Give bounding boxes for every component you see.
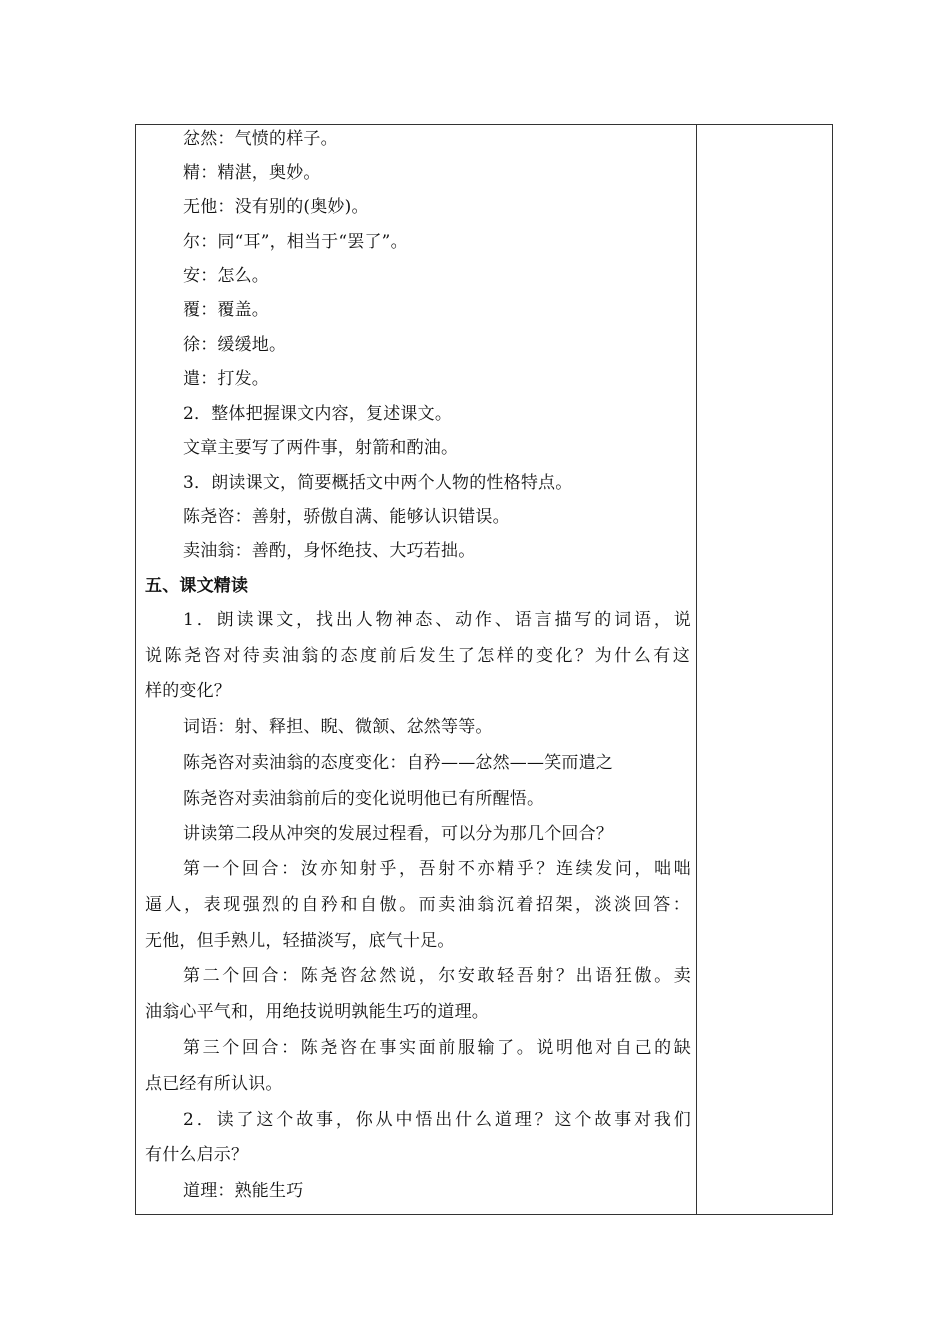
- text-line: 文章主要写了两件事，射箭和酌油。: [183, 438, 459, 458]
- text-line: 安：怎么。: [183, 266, 269, 286]
- text-line: 样的变化？: [145, 681, 231, 701]
- section-heading: 五、课文精读: [145, 576, 249, 596]
- text-line: 油翁心平气和，用绝技说明孰能生巧的道理。: [145, 1002, 489, 1022]
- text-line: 说陈尧咨对待卖油翁的态度前后发生了怎样的变化？为什么有这: [145, 646, 690, 666]
- text-line: 2．整体把握课文内容，复述课文。: [183, 404, 453, 424]
- text-line: 第二个回合：陈尧咨忿然说，尔安敢轻吾射？出语狂傲。卖: [183, 966, 691, 986]
- text-line: 第三个回合：陈尧咨在事实面前服输了。说明他对自己的缺: [183, 1038, 691, 1058]
- text-line: 徐：缓缓地。: [183, 335, 287, 355]
- text-line: 遣：打发。: [183, 369, 269, 389]
- text-line: 点已经有所认识。: [145, 1074, 283, 1094]
- text-line: 逼人，表现强烈的自矜和自傲。而卖油翁沉着招架，淡淡回答：: [145, 895, 690, 915]
- lesson-content-cell: [136, 125, 696, 1214]
- text-line: 陈尧咨对卖油翁前后的变化说明他已有所醒悟。: [183, 789, 545, 809]
- text-line: 无他：没有别的(奥妙)。: [183, 197, 369, 217]
- text-line: 有什么启示？: [145, 1145, 249, 1165]
- text-line: 陈尧咨对卖油翁的态度变化：自矜——忿然——笑而遣之: [183, 753, 613, 773]
- text-line: 1．朗读课文，找出人物神态、动作、语言描写的词语，说: [183, 610, 691, 630]
- text-line: 精：精湛，奥妙。: [183, 163, 321, 183]
- text-line: 覆：覆盖。: [183, 300, 269, 320]
- text-line: 词语：射、释担、睨、微颔、忿然等等。: [183, 717, 493, 737]
- text-line: 忿然：气愤的样子。: [183, 129, 338, 149]
- text-line: 陈尧咨：善射，骄傲自满、能够认识错误。: [183, 507, 510, 527]
- lesson-table: [135, 124, 833, 1215]
- text-line: 讲读第二段从冲突的发展过程看，可以分为那几个回合？: [183, 824, 613, 844]
- text-line: 无他，但手熟儿，轻描淡写，底气十足。: [145, 931, 455, 951]
- column-divider: [696, 125, 697, 1214]
- text-line: 道理：熟能生巧: [183, 1181, 304, 1201]
- text-line: 3．朗读课文，简要概括文中两个人物的性格特点。: [183, 473, 573, 493]
- text-line: 2．读了这个故事，你从中悟出什么道理？这个故事对我们: [183, 1110, 691, 1130]
- text-line: 卖油翁：善酌，身怀绝技、大巧若拙。: [183, 541, 476, 561]
- text-line: 第一个回合：汝亦知射乎，吾射不亦精乎？连续发问，咄咄: [183, 859, 691, 879]
- text-line: 尔：同“耳”，相当于“罢了”。: [183, 232, 408, 252]
